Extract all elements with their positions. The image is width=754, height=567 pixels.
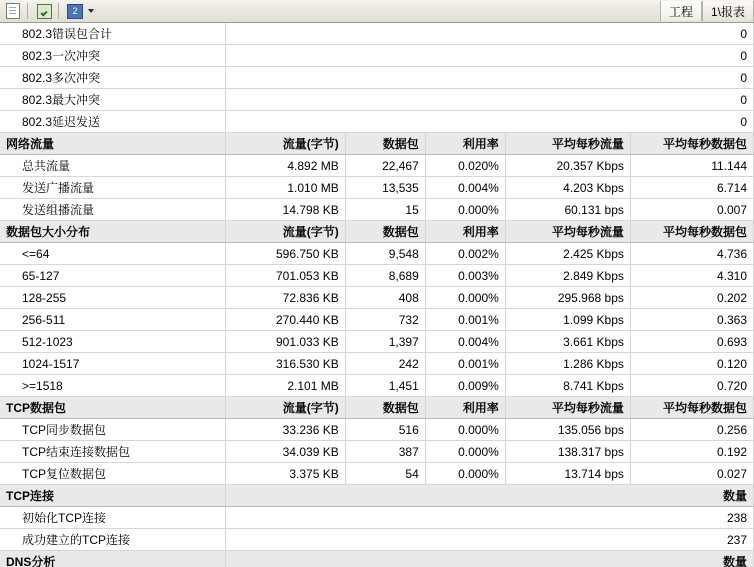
row-value: 0 xyxy=(225,111,753,133)
cell-avg-flow: 8.741 Kbps xyxy=(505,375,630,397)
tab-project[interactable]: 工程 xyxy=(660,1,702,21)
cell-util: 0.004% xyxy=(425,177,505,199)
cell-packets: 9,548 xyxy=(345,243,425,265)
column-header-util: 利用率 xyxy=(425,221,505,243)
cell-flow: 901.033 KB xyxy=(225,331,345,353)
table-row[interactable] xyxy=(0,529,754,551)
row-label: 初始化TCP连接 xyxy=(0,507,225,529)
cell-util: 0.004% xyxy=(425,331,505,353)
column-header-avg-packets: 平均每秒数据包 xyxy=(630,221,753,243)
row-value: 0 xyxy=(225,89,753,111)
cell-avg-flow: 1.099 Kbps xyxy=(505,309,630,331)
row-label: 802.3延迟发送 xyxy=(0,111,225,133)
dropdown-caret-icon[interactable] xyxy=(88,9,94,13)
column-header-avg-flow: 平均每秒流量 xyxy=(505,397,630,419)
cell-avg-packets: 0.693 xyxy=(630,331,753,353)
toolbar-tabs xyxy=(660,0,754,22)
cell-util: 0.000% xyxy=(425,441,505,463)
row-label: 512-1023 xyxy=(0,331,225,353)
cell-avg-flow: 3.661 Kbps xyxy=(505,331,630,353)
section-title: TCP数据包 xyxy=(0,397,225,419)
row-value: 0 xyxy=(225,23,753,45)
cell-avg-flow: 4.203 Kbps xyxy=(505,177,630,199)
column-header-avg-packets: 平均每秒数据包 xyxy=(630,397,753,419)
table-row[interactable] xyxy=(0,287,754,309)
cell-packets: 387 xyxy=(345,441,425,463)
document-icon[interactable] xyxy=(2,1,24,21)
cell-avg-flow: 2.849 Kbps xyxy=(505,265,630,287)
cell-util: 0.000% xyxy=(425,419,505,441)
cell-util: 0.003% xyxy=(425,265,505,287)
section-title: 网络流量 xyxy=(0,133,225,155)
cell-avg-packets: 0.027 xyxy=(630,463,753,485)
blue-analysis-icon[interactable] xyxy=(64,1,86,21)
row-label: 128-255 xyxy=(0,287,225,309)
row-label: 802.3多次冲突 xyxy=(0,67,225,89)
cell-flow: 3.375 KB xyxy=(225,463,345,485)
cell-util: 0.000% xyxy=(425,199,505,221)
cell-avg-packets: 0.007 xyxy=(630,199,753,221)
table-row[interactable] xyxy=(0,177,754,199)
cell-util: 0.000% xyxy=(425,287,505,309)
cell-avg-packets: 4.310 xyxy=(630,265,753,287)
row-label: 802.3最大冲突 xyxy=(0,89,225,111)
cell-flow: 4.892 MB xyxy=(225,155,345,177)
cell-util: 0.002% xyxy=(425,243,505,265)
cell-avg-flow: 1.286 Kbps xyxy=(505,353,630,375)
table-row[interactable] xyxy=(0,89,754,111)
cell-avg-packets: 6.714 xyxy=(630,177,753,199)
cell-flow: 270.440 KB xyxy=(225,309,345,331)
section-header-tcp-packets[interactable] xyxy=(0,397,754,419)
column-header-quantity: 数量 xyxy=(225,485,753,507)
cell-packets: 408 xyxy=(345,287,425,309)
cell-avg-packets: 0.720 xyxy=(630,375,753,397)
column-header-flow: 流量(字节) xyxy=(225,133,345,155)
row-label: >=1518 xyxy=(0,375,225,397)
cell-avg-packets: 11.144 xyxy=(630,155,753,177)
cell-packets: 8,689 xyxy=(345,265,425,287)
row-label: 65-127 xyxy=(0,265,225,287)
column-header-quantity: 数量 xyxy=(225,551,753,567)
cell-avg-flow: 60.131 bps xyxy=(505,199,630,221)
cell-flow: 14.798 KB xyxy=(225,199,345,221)
table-row[interactable] xyxy=(0,419,754,441)
cell-packets: 242 xyxy=(345,353,425,375)
table-row[interactable] xyxy=(0,45,754,67)
cell-avg-packets: 0.363 xyxy=(630,309,753,331)
row-value: 0 xyxy=(225,45,753,67)
tab-report[interactable]: 1\报表 xyxy=(702,1,754,21)
section-title: 数据包大小分布 xyxy=(0,221,225,243)
cell-packets: 1,397 xyxy=(345,331,425,353)
table-row[interactable] xyxy=(0,155,754,177)
section-title: DNS分析 xyxy=(0,551,225,567)
toolbar xyxy=(0,0,754,23)
column-header-util: 利用率 xyxy=(425,133,505,155)
table-row[interactable] xyxy=(0,265,754,287)
section-header-dns-analysis[interactable] xyxy=(0,551,754,567)
checkmark-green-icon[interactable] xyxy=(33,1,55,21)
row-value: 0 xyxy=(225,67,753,89)
cell-packets: 516 xyxy=(345,419,425,441)
row-label: <=64 xyxy=(0,243,225,265)
row-label: 发送广播流量 xyxy=(0,177,225,199)
column-header-util: 利用率 xyxy=(425,397,505,419)
column-header-packets: 数据包 xyxy=(345,221,425,243)
cell-util: 0.001% xyxy=(425,353,505,375)
table-row[interactable] xyxy=(0,199,754,221)
cell-avg-flow: 20.357 Kbps xyxy=(505,155,630,177)
cell-avg-flow: 2.425 Kbps xyxy=(505,243,630,265)
cell-avg-packets: 0.192 xyxy=(630,441,753,463)
cell-avg-flow: 13.714 bps xyxy=(505,463,630,485)
cell-flow: 72.836 KB xyxy=(225,287,345,309)
cell-packets: 1,451 xyxy=(345,375,425,397)
blue-icon-label: 2 xyxy=(67,4,83,19)
column-header-avg-flow: 平均每秒流量 xyxy=(505,133,630,155)
row-label: 802.3一次冲突 xyxy=(0,45,225,67)
table-row[interactable] xyxy=(0,507,754,529)
cell-packets: 13,535 xyxy=(345,177,425,199)
cell-flow: 701.053 KB xyxy=(225,265,345,287)
cell-avg-packets: 0.202 xyxy=(630,287,753,309)
cell-quantity: 237 xyxy=(225,529,753,551)
section-header-packet-size[interactable] xyxy=(0,221,754,243)
section-header-tcp-connections[interactable] xyxy=(0,485,754,507)
cell-packets: 15 xyxy=(345,199,425,221)
column-header-flow: 流量(字节) xyxy=(225,221,345,243)
cell-avg-packets: 4.736 xyxy=(630,243,753,265)
cell-flow: 596.750 KB xyxy=(225,243,345,265)
section-header-network-traffic[interactable] xyxy=(0,133,754,155)
cell-flow: 1.010 MB xyxy=(225,177,345,199)
row-label: 发送组播流量 xyxy=(0,199,225,221)
toolbar-separator-1 xyxy=(27,3,28,19)
cell-quantity: 238 xyxy=(225,507,753,529)
table-row[interactable] xyxy=(0,243,754,265)
cell-util: 0.000% xyxy=(425,463,505,485)
table-row[interactable] xyxy=(0,463,754,485)
table-row[interactable] xyxy=(0,111,754,133)
column-header-flow: 流量(字节) xyxy=(225,397,345,419)
cell-avg-packets: 0.120 xyxy=(630,353,753,375)
table-row[interactable] xyxy=(0,441,754,463)
row-label: 802.3错误包合计 xyxy=(0,23,225,45)
section-title: TCP连接 xyxy=(0,485,225,507)
cell-packets: 732 xyxy=(345,309,425,331)
table-row[interactable] xyxy=(0,67,754,89)
row-label: 成功建立的TCP连接 xyxy=(0,529,225,551)
cell-flow: 34.039 KB xyxy=(225,441,345,463)
toolbar-separator-2 xyxy=(58,3,59,19)
table-row[interactable] xyxy=(0,353,754,375)
table-row[interactable] xyxy=(0,375,754,397)
cell-util: 0.001% xyxy=(425,309,505,331)
table-row[interactable] xyxy=(0,23,754,45)
row-label: 总共流量 xyxy=(0,155,225,177)
row-label: TCP结束连接数据包 xyxy=(0,441,225,463)
cell-flow: 2.101 MB xyxy=(225,375,345,397)
cell-packets: 22,467 xyxy=(345,155,425,177)
cell-flow: 316.530 KB xyxy=(225,353,345,375)
column-header-packets: 数据包 xyxy=(345,133,425,155)
column-header-packets: 数据包 xyxy=(345,397,425,419)
cell-avg-flow: 295.968 bps xyxy=(505,287,630,309)
cell-avg-flow: 138.317 bps xyxy=(505,441,630,463)
cell-packets: 54 xyxy=(345,463,425,485)
row-label: 1024-1517 xyxy=(0,353,225,375)
cell-util: 0.020% xyxy=(425,155,505,177)
column-header-avg-packets: 平均每秒数据包 xyxy=(630,133,753,155)
table-row[interactable] xyxy=(0,331,754,353)
row-label: TCP同步数据包 xyxy=(0,419,225,441)
row-label: 256-511 xyxy=(0,309,225,331)
column-header-avg-flow: 平均每秒流量 xyxy=(505,221,630,243)
cell-util: 0.009% xyxy=(425,375,505,397)
row-label: TCP复位数据包 xyxy=(0,463,225,485)
cell-avg-flow: 135.056 bps xyxy=(505,419,630,441)
cell-flow: 33.236 KB xyxy=(225,419,345,441)
statistics-table xyxy=(0,23,754,567)
table-row[interactable] xyxy=(0,309,754,331)
cell-avg-packets: 0.256 xyxy=(630,419,753,441)
